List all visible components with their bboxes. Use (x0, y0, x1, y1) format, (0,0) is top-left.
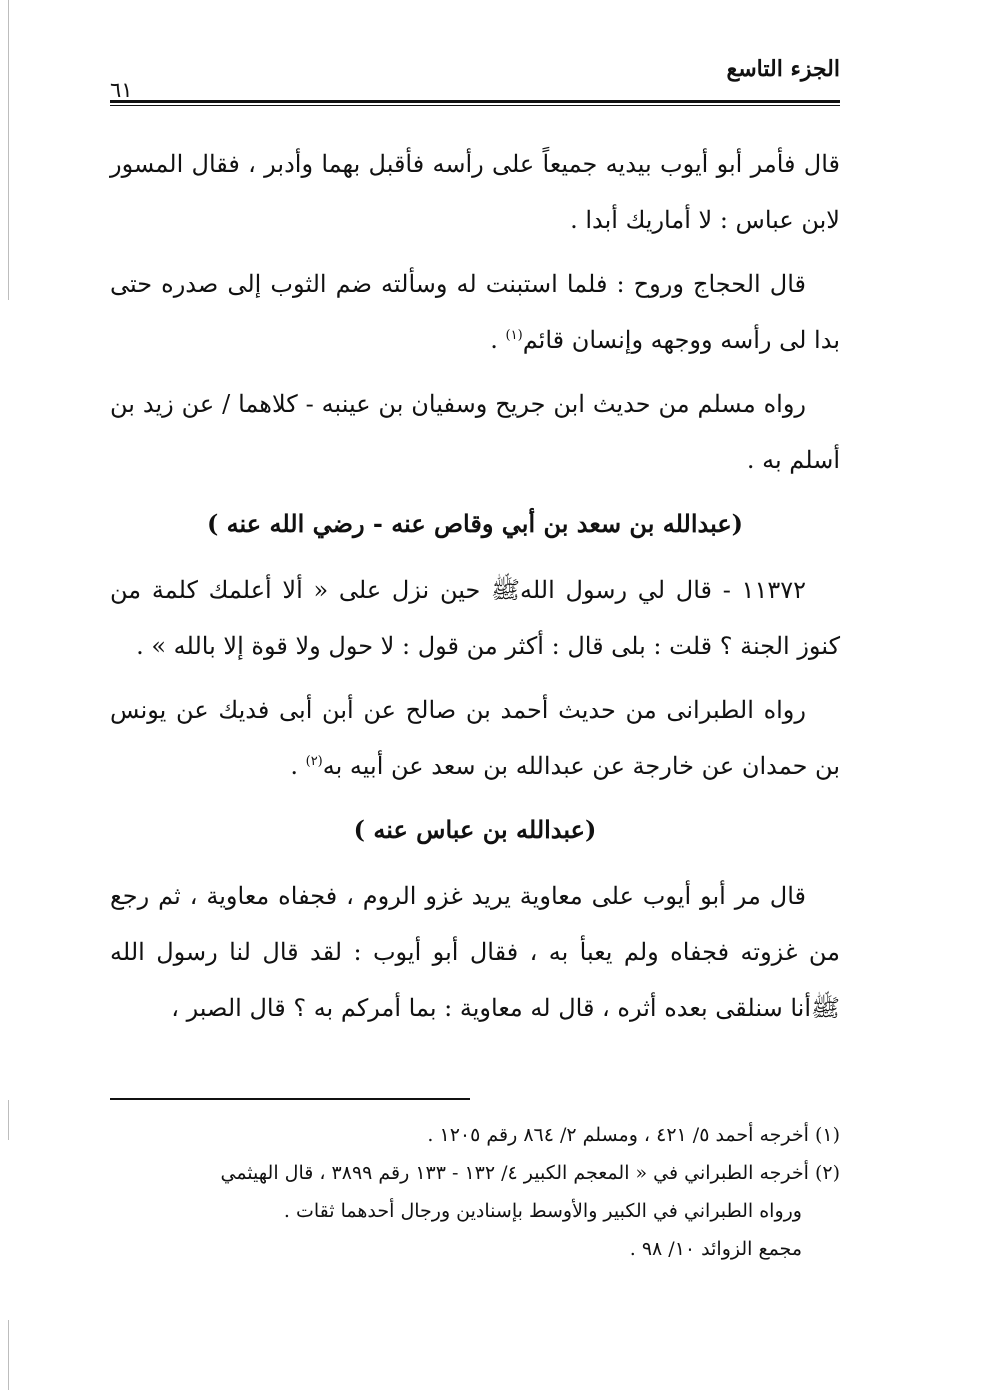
header-rule (110, 100, 840, 106)
footnote-2-continuation: مجمع الزوائد ١٠/ ٩٨ . (629, 1238, 802, 1260)
footnote-2-continuation: ورواه الطبراني في الكبير والأوسط بإسنادين ورجال أحدهما ثقات . (283, 1200, 802, 1222)
paragraph-text: قال الحجاج وروح : فلما استبنت له وسألته ضم الثوب إلى صدره حتى بدا لى رأسه ووجهه وإنسان قائم (110, 270, 840, 354)
paragraph: قال الحجاج وروح : فلما استبنت له وسألته ضم الثوب إلى صدره حتى بدا لى رأسه ووجهه وإنسان قائم$^{(١)}$ . (110, 270, 840, 354)
footnote-ref[interactable]: (١) (505, 328, 523, 343)
paragraph-text: قال مر أبو أيوب على معاوية يريد غزو الروم ، فجفاه معاوية ، ثم رجع من غزوته فجفاه ولم يعبأ به ، فقال أبو أيوب : لقد قال لنا رسول الله ﷺأنا سنلقى بعده أثره ، قال له معاوية : بما أمركم به ؟ قال الصبر ، (110, 882, 840, 1022)
paragraph: رواه الطبرانى من حديث أحمد بن صالح عن أبن أبى فديك عن يونس بن حمدان عن خارجة عن عبدالله بن سعد عن أبيه به$^{(٢)}$ . (110, 696, 840, 780)
hadith-text: ١١٣٧٢ - قال لي رسول اللهﷺ حين نزل على « ألا أعلمك كلمة من كنوز الجنة ؟ قلت : بلى قال : أكثر من قول : لا حول ولا قوة إلا بالله » . (110, 576, 840, 660)
body-text (110, 136, 840, 1044)
running-head (110, 56, 840, 102)
footnotes (110, 1116, 840, 1268)
paragraph-text: رواه مسلم من حديث ابن جريح وسفيان بن عينبه - كلاهما / عن زيد بن أسلم به . (110, 390, 840, 474)
running-title: الجزء التاسع (726, 56, 840, 82)
footnote-1: (١) أخرجه أحمد ٥/ ٤٢١ ، ومسلم ٢/ ٨٦٤ رقم ١٢٠٥ . (427, 1124, 840, 1146)
footnote-2: (٢) أخرجه الطبراني في « المعجم الكبير ٤/ ١٣٢ - ١٣٣ رقم ٣٨٩٩ ، قال الهيثمي (220, 1162, 840, 1184)
page-edge-line (8, 1100, 9, 1140)
paragraph-text: قال فأمر أبو أيوب بيديه جميعاً على رأسه فأقبل بهما وأدبر ، فقال المسور لابن عباس : لا أماريك أبدا . (110, 150, 840, 234)
paragraph (110, 376, 840, 488)
page-edge-line (8, 0, 9, 300)
page-number: ٦١ (110, 78, 133, 102)
paragraph (110, 868, 840, 1036)
paragraph (110, 136, 840, 248)
footnote-separator (110, 1098, 470, 1100)
section-heading: (عبدالله بن عباس عنه ) (353, 815, 597, 844)
page-edge-line (8, 1320, 9, 1390)
paragraph (110, 562, 840, 674)
footnote-ref[interactable]: (٢) (305, 754, 323, 769)
section-heading: (عبدالله بن سعد بن أبي وقاص عنه - رضي الله عنه ) (206, 509, 744, 538)
paragraph-text: رواه الطبرانى من حديث أحمد بن صالح عن أبن أبى فديك عن يونس بن حمدان عن خارجة عن عبدالله بن سعد عن أبيه به (110, 696, 840, 780)
